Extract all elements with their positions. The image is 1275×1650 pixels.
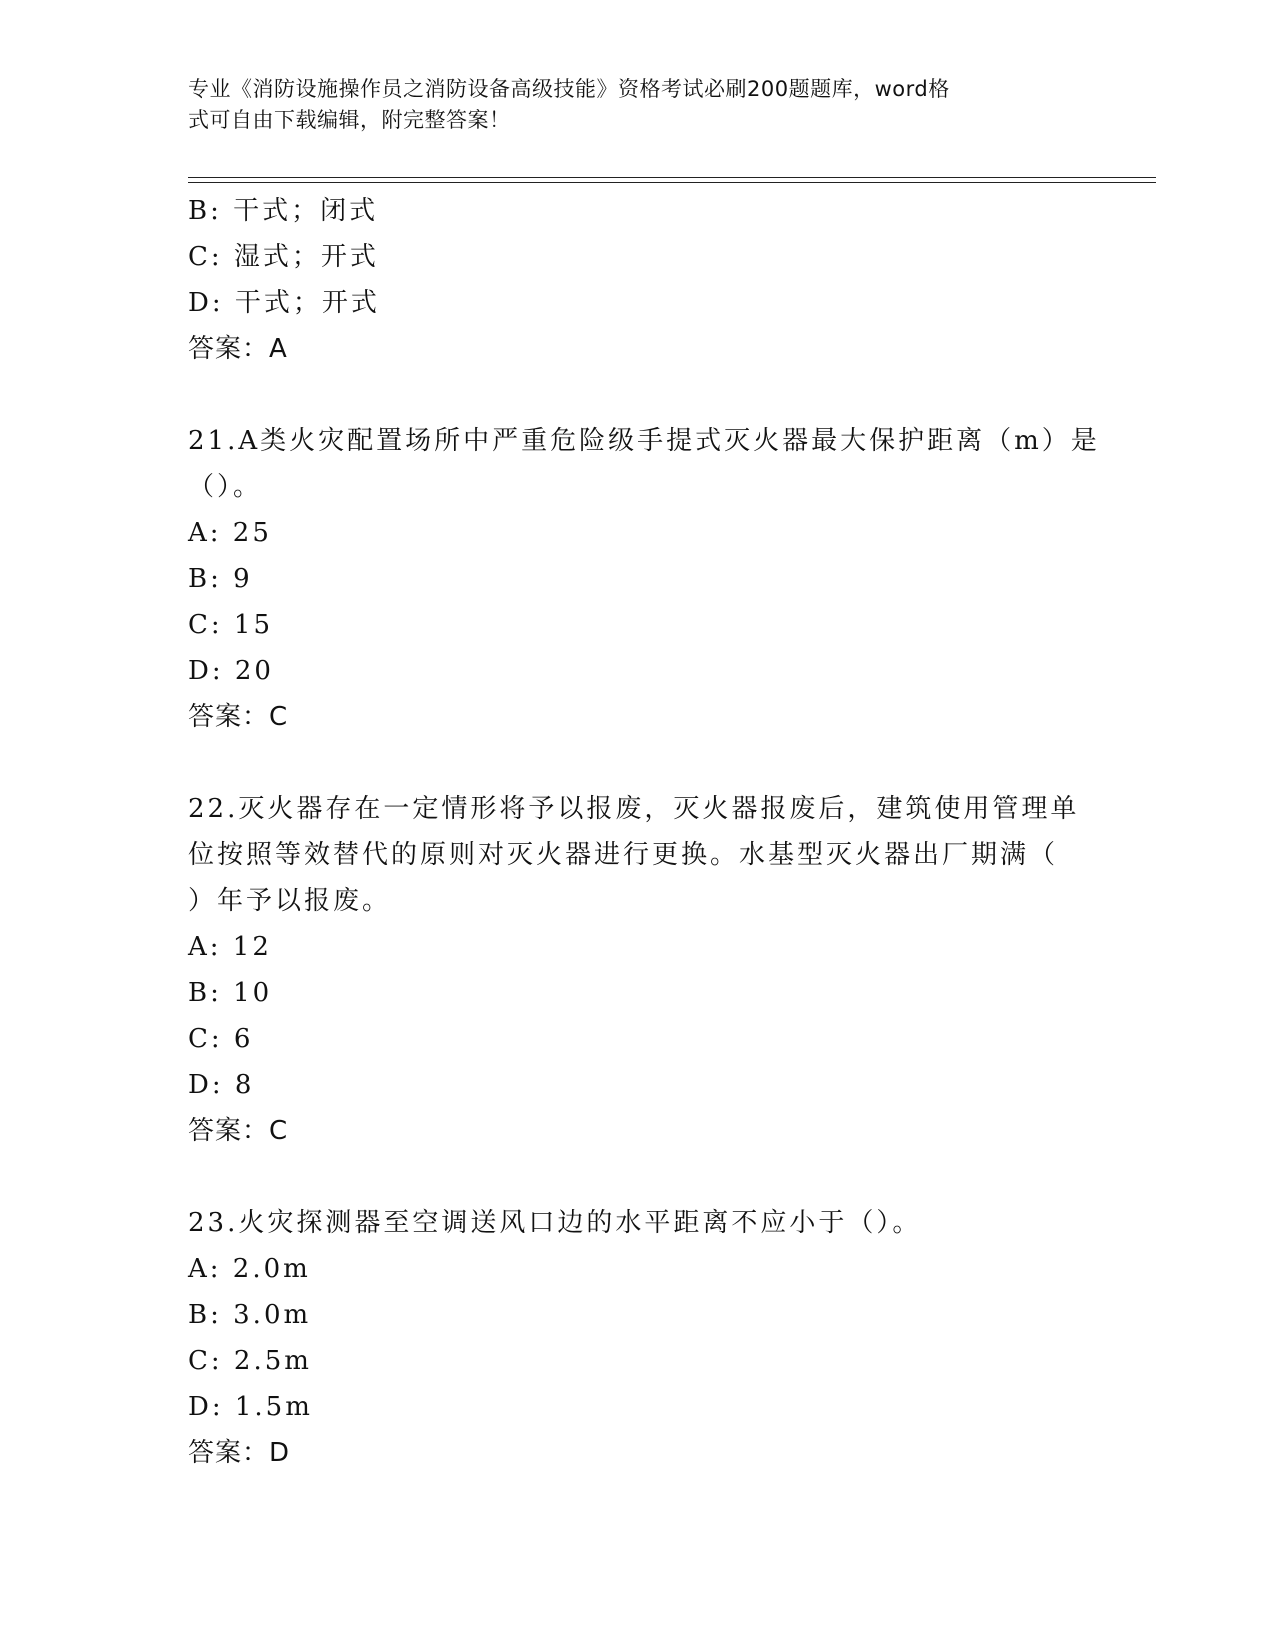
option-c: C: 湿式；开式 [188,242,379,272]
answer-line: 答案：A [188,334,288,364]
question-list [188,188,1100,1476]
option-c: C: 2.5m [188,1346,312,1376]
option-d: D: 1.5m [188,1392,313,1422]
answer-line: 答案：C [188,1116,289,1146]
question-22 [188,786,1088,1154]
question-text-line: （）。 [188,472,263,502]
document-header [188,74,1068,136]
option-a: A: 2.0m [188,1254,311,1284]
header-divider-top [188,177,1156,178]
header-line-1: 专业《消防设施操作员之消防设备高级技能》资格考试必刷200题题库，word格 [188,77,950,101]
header-line-2: 式可自由下载编辑，附完整答案！ [188,108,511,132]
question-text-line: 21.A类火灾配置场所中严重危险级手提式灭火器最大保护距离（m）是 [188,426,1100,456]
previous-question-tail [188,188,1088,372]
question-21 [188,418,1100,740]
option-b: B: 9 [188,564,253,594]
header-divider-bottom [188,182,1156,183]
answer-line: 答案：C [188,702,289,732]
option-c: C: 15 [188,610,274,640]
option-d: D: 8 [188,1070,255,1100]
question-text-line: 位按照等效替代的原则对灭火器进行更换。水基型灭火器出厂期满（ [188,840,1059,870]
option-b: B: 10 [188,978,273,1008]
option-d: D: 干式；开式 [188,288,380,318]
answer-line: 答案：D [188,1438,291,1468]
option-b: B: 干式；闭式 [188,196,379,226]
option-d: D: 20 [188,656,274,686]
question-text-line: 23.火灾探测器至空调送风口边的水平距离不应小于（）。 [188,1208,922,1238]
option-b: B: 3.0m [188,1300,312,1330]
option-a: A: 25 [188,518,272,548]
question-text-line: 22.灭火器存在一定情形将予以报废，灭火器报废后，建筑使用管理单 [188,794,1080,824]
question-text-line: ）年予以报废。 [188,886,392,916]
question-23 [188,1200,1088,1476]
option-c: C: 6 [188,1024,254,1054]
option-a: A: 12 [188,932,272,962]
